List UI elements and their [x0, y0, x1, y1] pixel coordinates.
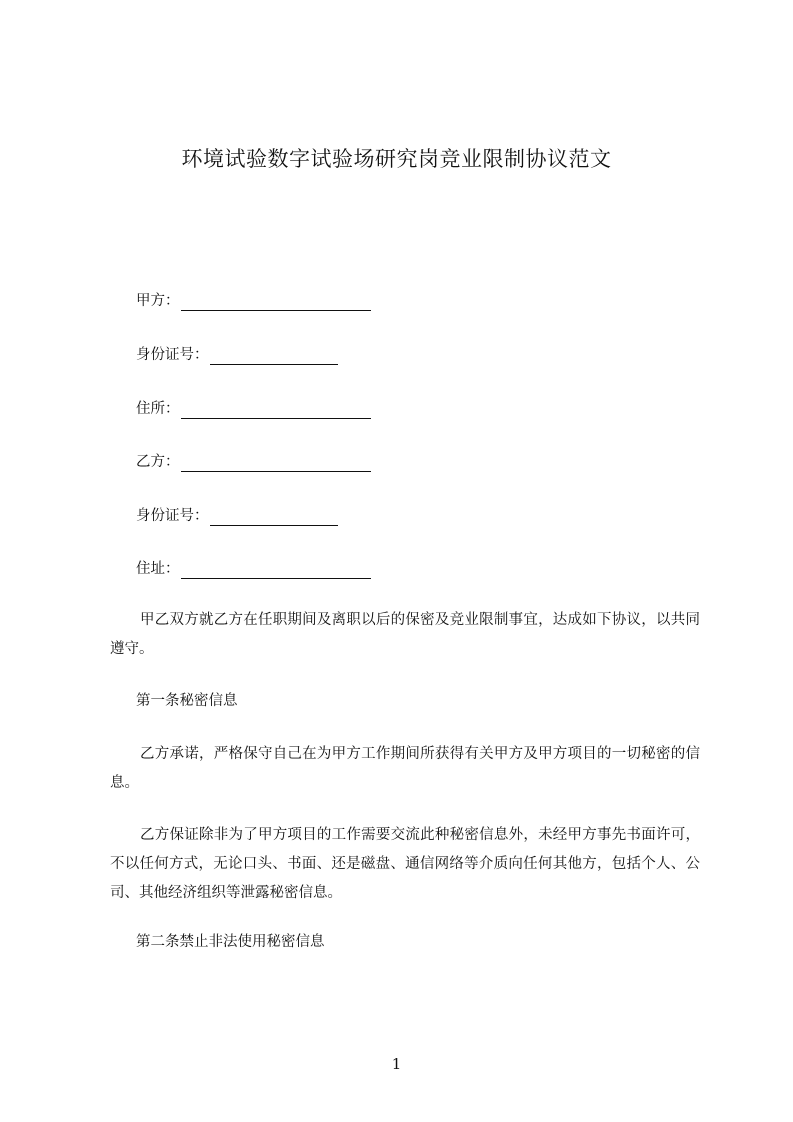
- party-a-address-label: 住所：: [136, 401, 180, 417]
- party-b-id-field: [136, 506, 338, 526]
- article-1-paragraph-1: 乙方承诺，严格保守自己在为甲方工作期间所获得有关甲方及甲方项目的一切秘密的信息。: [110, 746, 700, 791]
- party-b-label: 乙方：: [136, 454, 180, 470]
- document-title: 环境试验数字试验场研究岗竞业限制协议范文: [181, 147, 612, 171]
- party-b-address-field: [136, 559, 371, 579]
- party-b-id-blank[interactable]: [210, 509, 338, 526]
- party-a-id-blank[interactable]: [210, 348, 338, 365]
- article-1-paragraph-2: 乙方保证除非为了甲方项目的工作需要交流此种秘密信息外，未经甲方事先书面许可，不以任何方式，无论口头、书面、还是磁盘、通信网络等介质向任何其他方，包括个人、公司、其他经济组织等泄露秘密信息。: [110, 827, 700, 901]
- page-number: 1: [391, 1055, 402, 1073]
- party-b-address-blank[interactable]: [181, 562, 371, 579]
- party-a-id-field: [136, 345, 338, 365]
- article-1-heading: 第一条秘密信息: [136, 693, 238, 709]
- party-a-field: [136, 291, 371, 311]
- party-a-address-blank[interactable]: [181, 402, 371, 419]
- party-b-address-label: 住址：: [136, 561, 180, 577]
- party-a-label: 甲方：: [136, 293, 180, 309]
- party-a-blank[interactable]: [181, 294, 371, 311]
- party-b-blank[interactable]: [181, 455, 371, 472]
- party-b-field: [136, 452, 371, 472]
- article-2-heading: 第二条禁止非法使用秘密信息: [136, 934, 325, 950]
- party-a-address-field: [136, 399, 371, 419]
- party-a-id-label: 身份证号：: [136, 347, 209, 363]
- party-b-id-label: 身份证号：: [136, 508, 209, 524]
- intro-paragraph: 甲乙双方就乙方在任职期间及离职以后的保密及竞业限制事宜，达成如下协议，以共同遵守。: [110, 612, 700, 657]
